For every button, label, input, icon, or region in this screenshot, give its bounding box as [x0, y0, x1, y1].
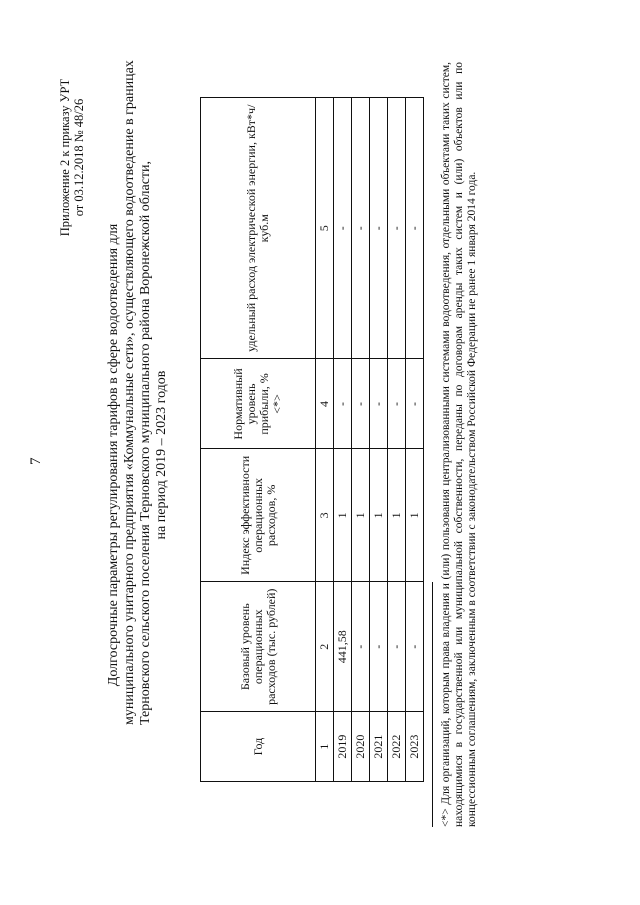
- page-number: 7: [28, 457, 44, 465]
- cell-base-opex: 441,58: [334, 582, 352, 712]
- document-title: [106, 60, 170, 725]
- cell-year: 2022: [388, 712, 406, 782]
- column-number: 4: [316, 359, 334, 449]
- cell-profit-level: -: [334, 359, 352, 449]
- cell-electricity-consumption: -: [352, 98, 370, 359]
- appendix-reference: [58, 50, 86, 265]
- cell-year: 2023: [406, 712, 424, 782]
- cell-base-opex: -: [370, 582, 388, 712]
- title-line-2: муниципального унитарного предприятия «Коммунальные сети», осуществляющего водоотведение в границах: [122, 60, 137, 725]
- header-year: Год: [201, 712, 316, 782]
- header-efficiency-index: Индекс эффективности операционных расходов, %: [201, 449, 316, 582]
- column-number: 3: [316, 449, 334, 582]
- parameters-table: [200, 97, 424, 782]
- title-line-4: на период 2019 – 2023 годов: [154, 370, 169, 540]
- cell-year: 2020: [352, 712, 370, 782]
- table-row: [334, 98, 352, 782]
- cell-profit-level: -: [370, 359, 388, 449]
- cell-efficiency-index: 1: [406, 449, 424, 582]
- appendix-line-2: от 03.12.2018 № 48/26: [72, 98, 86, 217]
- column-number: 2: [316, 582, 334, 712]
- cell-electricity-consumption: -: [406, 98, 424, 359]
- cell-base-opex: -: [388, 582, 406, 712]
- cell-efficiency-index: 1: [370, 449, 388, 582]
- cell-profit-level: -: [388, 359, 406, 449]
- table-column-numbers-row: [316, 98, 334, 782]
- column-number: 5: [316, 98, 334, 359]
- table-row: [370, 98, 388, 782]
- column-number: 1: [316, 712, 334, 782]
- header-profit-level: Нормативный уровень прибыли, % <*>: [201, 359, 316, 449]
- title-line-1: Долгосрочные параметры регулирования тарифов в сфере водоотведения для: [106, 223, 121, 687]
- table-row: [406, 98, 424, 782]
- header-base-opex: Базовый уровень операционных расходов (тыс. рублей): [201, 582, 316, 712]
- cell-electricity-consumption: -: [388, 98, 406, 359]
- appendix-line-1: Приложение 2 к приказу УРТ: [58, 78, 72, 237]
- table-header-row: [201, 98, 316, 782]
- cell-year: 2019: [334, 712, 352, 782]
- cell-efficiency-index: 1: [334, 449, 352, 582]
- cell-efficiency-index: 1: [388, 449, 406, 582]
- cell-base-opex: -: [352, 582, 370, 712]
- footnote-divider: [432, 582, 433, 827]
- cell-profit-level: -: [406, 359, 424, 449]
- footnote: <*> Для организаций, которым права владения и (или) пользования централизованными системами водоотведения, отдельными объектами таких систем, находящимися в государственной или муниципальной собственности, переданы по договорам аренды таких систем и (или) объектов или по концессионным соглашениям, заключенным в соответствии с законодательством Российской Федерации не ранее 1 января 2014 года.: [440, 62, 478, 827]
- table-row: [388, 98, 406, 782]
- table-row: [352, 98, 370, 782]
- cell-year: 2021: [370, 712, 388, 782]
- header-electricity-consumption: удельный расход электрической энергии, кВт*ч/куб.м: [201, 98, 316, 359]
- cell-electricity-consumption: -: [334, 98, 352, 359]
- cell-base-opex: -: [406, 582, 424, 712]
- cell-profit-level: -: [352, 359, 370, 449]
- cell-electricity-consumption: -: [370, 98, 388, 359]
- cell-efficiency-index: 1: [352, 449, 370, 582]
- title-line-3: Терновского сельского поселения Терновского муниципального района Воронежской области,: [138, 160, 153, 725]
